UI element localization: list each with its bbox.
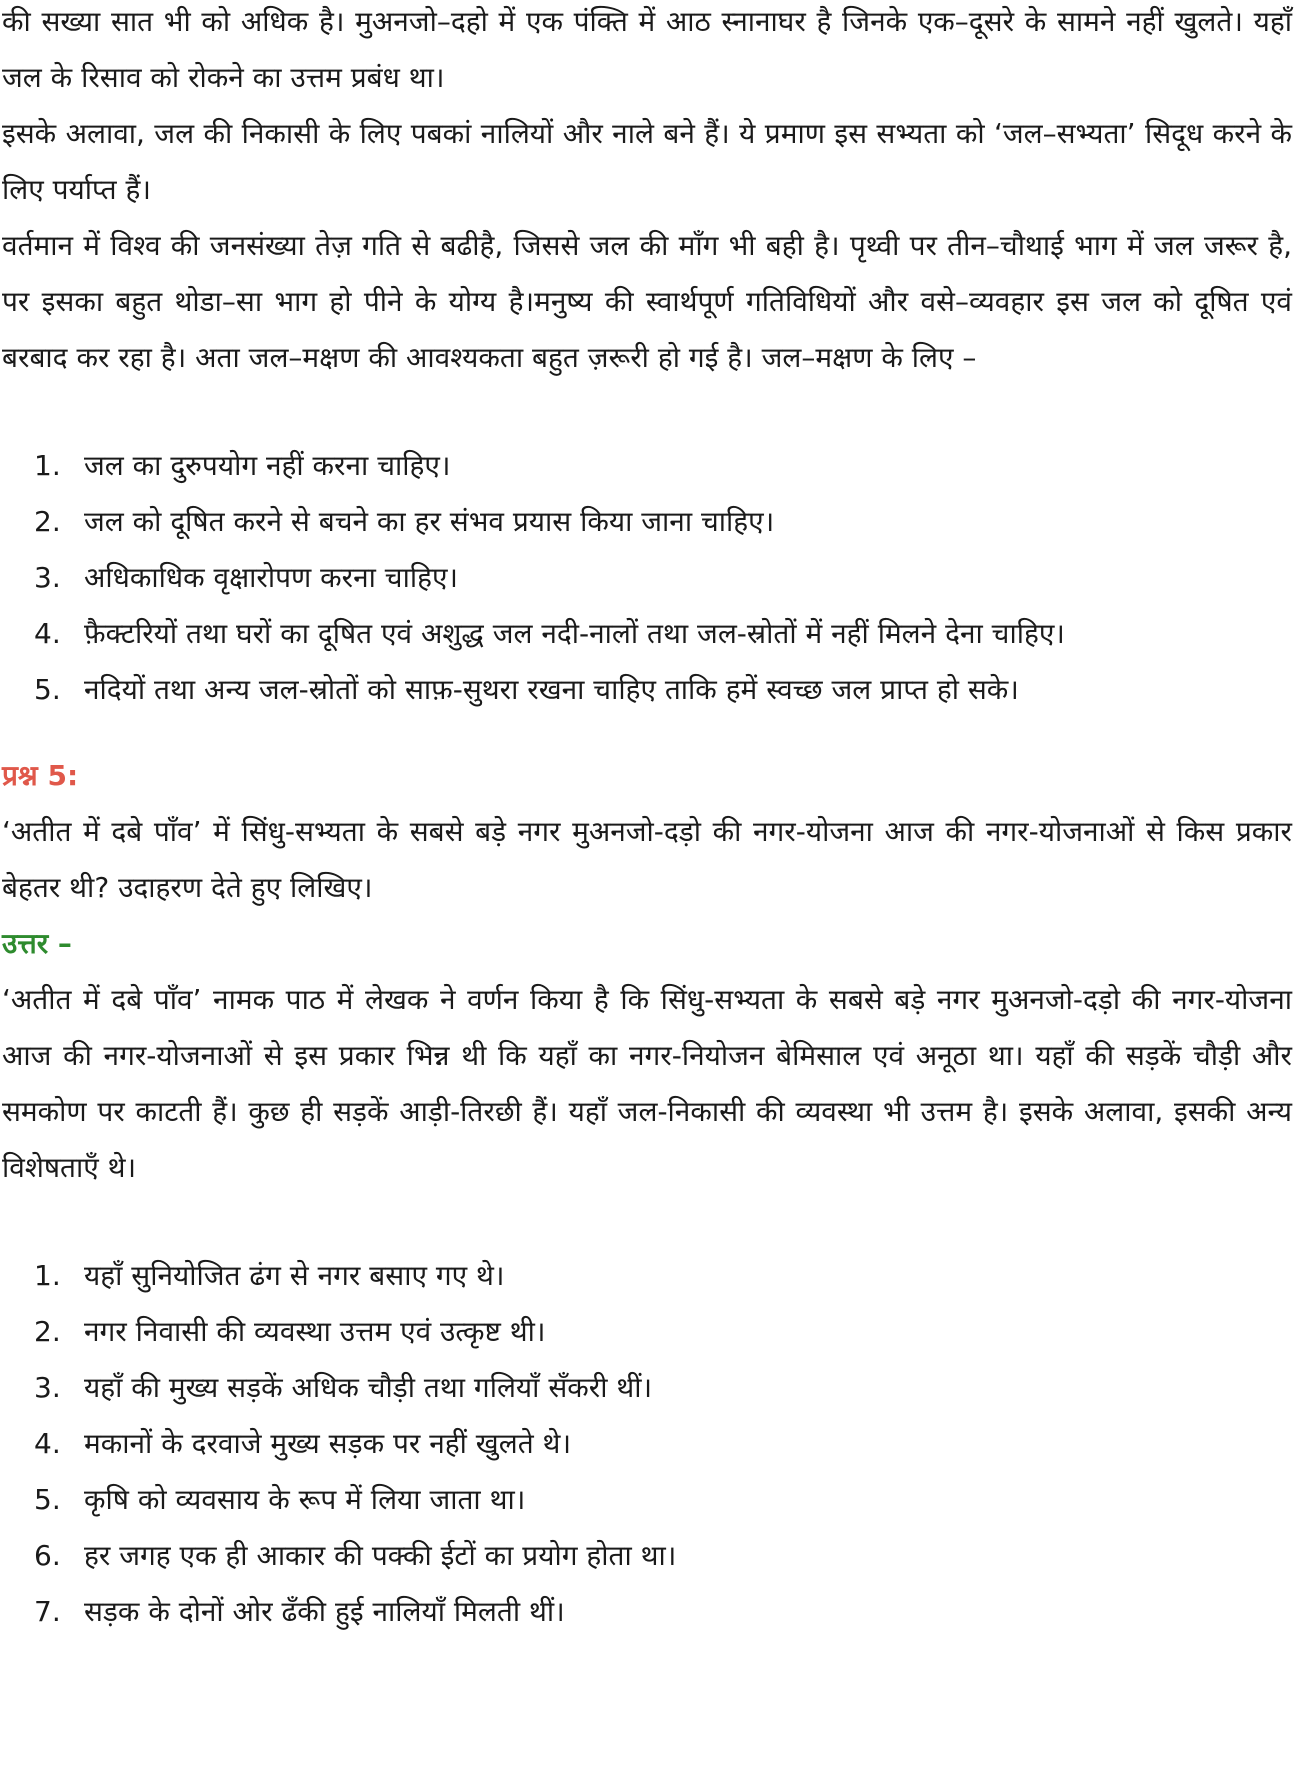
list-number: 2. — [34, 1315, 61, 1348]
list-item-text: यहाँ सुनियोजित ढंग से नगर बसाए गए थे। — [84, 1259, 505, 1292]
list-number: 7. — [34, 1595, 61, 1628]
city-planning-features-list — [0, 1248, 1298, 1640]
list-item-text: अधिकाधिक वृक्षारोपण करना चाहिए। — [84, 561, 459, 594]
list-item-text: हर जगह एक ही आकार की पक्की ईटों का प्रयोग होता था। — [84, 1539, 677, 1572]
intro-paragraph-3: वर्तमान में विश्व की जनसंख्या तेज़ गति से बढीहै, जिससे जल की माँग भी बही है। पृथ्वी पर तीन–चौथाई भाग में जल जरूर है, पर इसका बहुत थोडा–सा भाग हो पीने के योग्य है।मनुष्य की स्वार्थपूर्ण गतिविधियों और वसे–व्यवहार इस जल को दूषित एवं बरबाद कर रहा है। अता जल–मक्षण की आवश्यकता बहुत ज़रूरी हो गई है। जल–मक्षण के लिए – — [2, 229, 1292, 374]
list-number: 4. — [34, 1427, 61, 1460]
list-number: 1. — [34, 449, 61, 482]
intro-paragraph-2: इसके अलावा, जल की निकासी के लिए पबकां नालियों और नाले बने हैं। ये प्रमाण इस सभ्यता को ‘जल–सभ्यता’ सिदूध करने के लिए पर्याप्त हैं। — [2, 117, 1292, 206]
list-item-text: कृषि को व्यवसाय के रूप में लिया जाता था। — [84, 1483, 526, 1516]
list-item — [0, 1248, 1298, 1304]
list-item-text: मकानों के दरवाजे मुख्य सड़क पर नहीं खुलते थे। — [84, 1427, 572, 1460]
list-item — [0, 494, 1298, 550]
list-number: 5. — [34, 673, 61, 706]
list-item — [0, 1416, 1298, 1472]
intro-paragraph-1: की सख्या सात भी को अधिक है। मुअनजो–दहो में एक पंक्ति में आठ स्नानाघर है जिनके एक–दूसरे के सामने नहीं खुलते। यहाँ जल के रिसाव को रोकने का उत्तम प्रबंध था। — [2, 5, 1292, 94]
list-number: 5. — [34, 1483, 61, 1516]
list-number: 3. — [34, 1371, 61, 1404]
list-item — [0, 662, 1298, 718]
list-number: 1. — [34, 1259, 61, 1292]
list-number: 4. — [34, 617, 61, 650]
question-label: प्रश्न 5: — [2, 759, 79, 792]
list-number: 2. — [34, 505, 61, 538]
list-item — [0, 438, 1298, 494]
answer-label: उत्तर – — [2, 927, 72, 960]
list-item — [0, 606, 1298, 662]
list-item — [0, 1360, 1298, 1416]
list-item — [0, 1304, 1298, 1360]
list-item-text: जल को दूषित करने से बचने का हर संभव प्रयास किया जाना चाहिए। — [84, 505, 775, 538]
list-item-text: यहाँ की मुख्य सड़कें अधिक चौड़ी तथा गलियाँ सँकरी थीं। — [84, 1371, 653, 1404]
water-conservation-list — [0, 438, 1298, 718]
list-item — [0, 550, 1298, 606]
list-item-text: फ़ैक्टरियों तथा घरों का दूषित एवं अशुद्ध जल नदी-नालों तथा जल-स्रोतों में नहीं मिलने देना चाहिए। — [84, 617, 1065, 650]
list-item-text: नगर निवासी की व्यवस्था उत्तम एवं उत्कृष्ट थी। — [84, 1315, 546, 1348]
list-item-text: सड़क के दोनों ओर ढँकी हुई नालियाँ मिलती थीं। — [84, 1595, 565, 1628]
list-item-text: नदियों तथा अन्य जल-स्रोतों को साफ़-सुथरा रखना चाहिए ताकि हमें स्वच्छ जल प्राप्त हो सके। — [84, 673, 1019, 706]
list-item-text: जल का दुरुपयोग नहीं करना चाहिए। — [84, 449, 451, 482]
list-item — [0, 1472, 1298, 1528]
list-item — [0, 1584, 1298, 1640]
list-number: 6. — [34, 1539, 61, 1572]
question-text: ‘अतीत में दबे पाँव’ में सिंधु-सभ्यता के सबसे बड़े नगर मुअनजो-दड़ो की नगर-योजना आज की नगर-योजनाओं से किस प्रकार बेहतर थी? उदाहरण देते हुए लिखिए। — [2, 815, 1292, 904]
answer-text: ‘अतीत में दबे पाँव’ नामक पाठ में लेखक ने वर्णन किया है कि सिंधु-सभ्यता के सबसे बड़े नगर मुअनजो-दड़ो की नगर-योजना आज की नगर-योजनाओं से इस प्रकार भिन्न थी कि यहाँ का नगर-नियोजन बेमिसाल एवं अनूठा था। यहाँ की सड़कें चौड़ी और समकोण पर काटती हैं। कुछ ही सड़कें आड़ी-तिरछी हैं। यहाँ जल-निकासी की व्यवस्था भी उत्तम है। इसके अलावा, इसकी अन्य विशेषताएँ थे। — [2, 983, 1292, 1184]
list-number: 3. — [34, 561, 61, 594]
list-item — [0, 1528, 1298, 1584]
